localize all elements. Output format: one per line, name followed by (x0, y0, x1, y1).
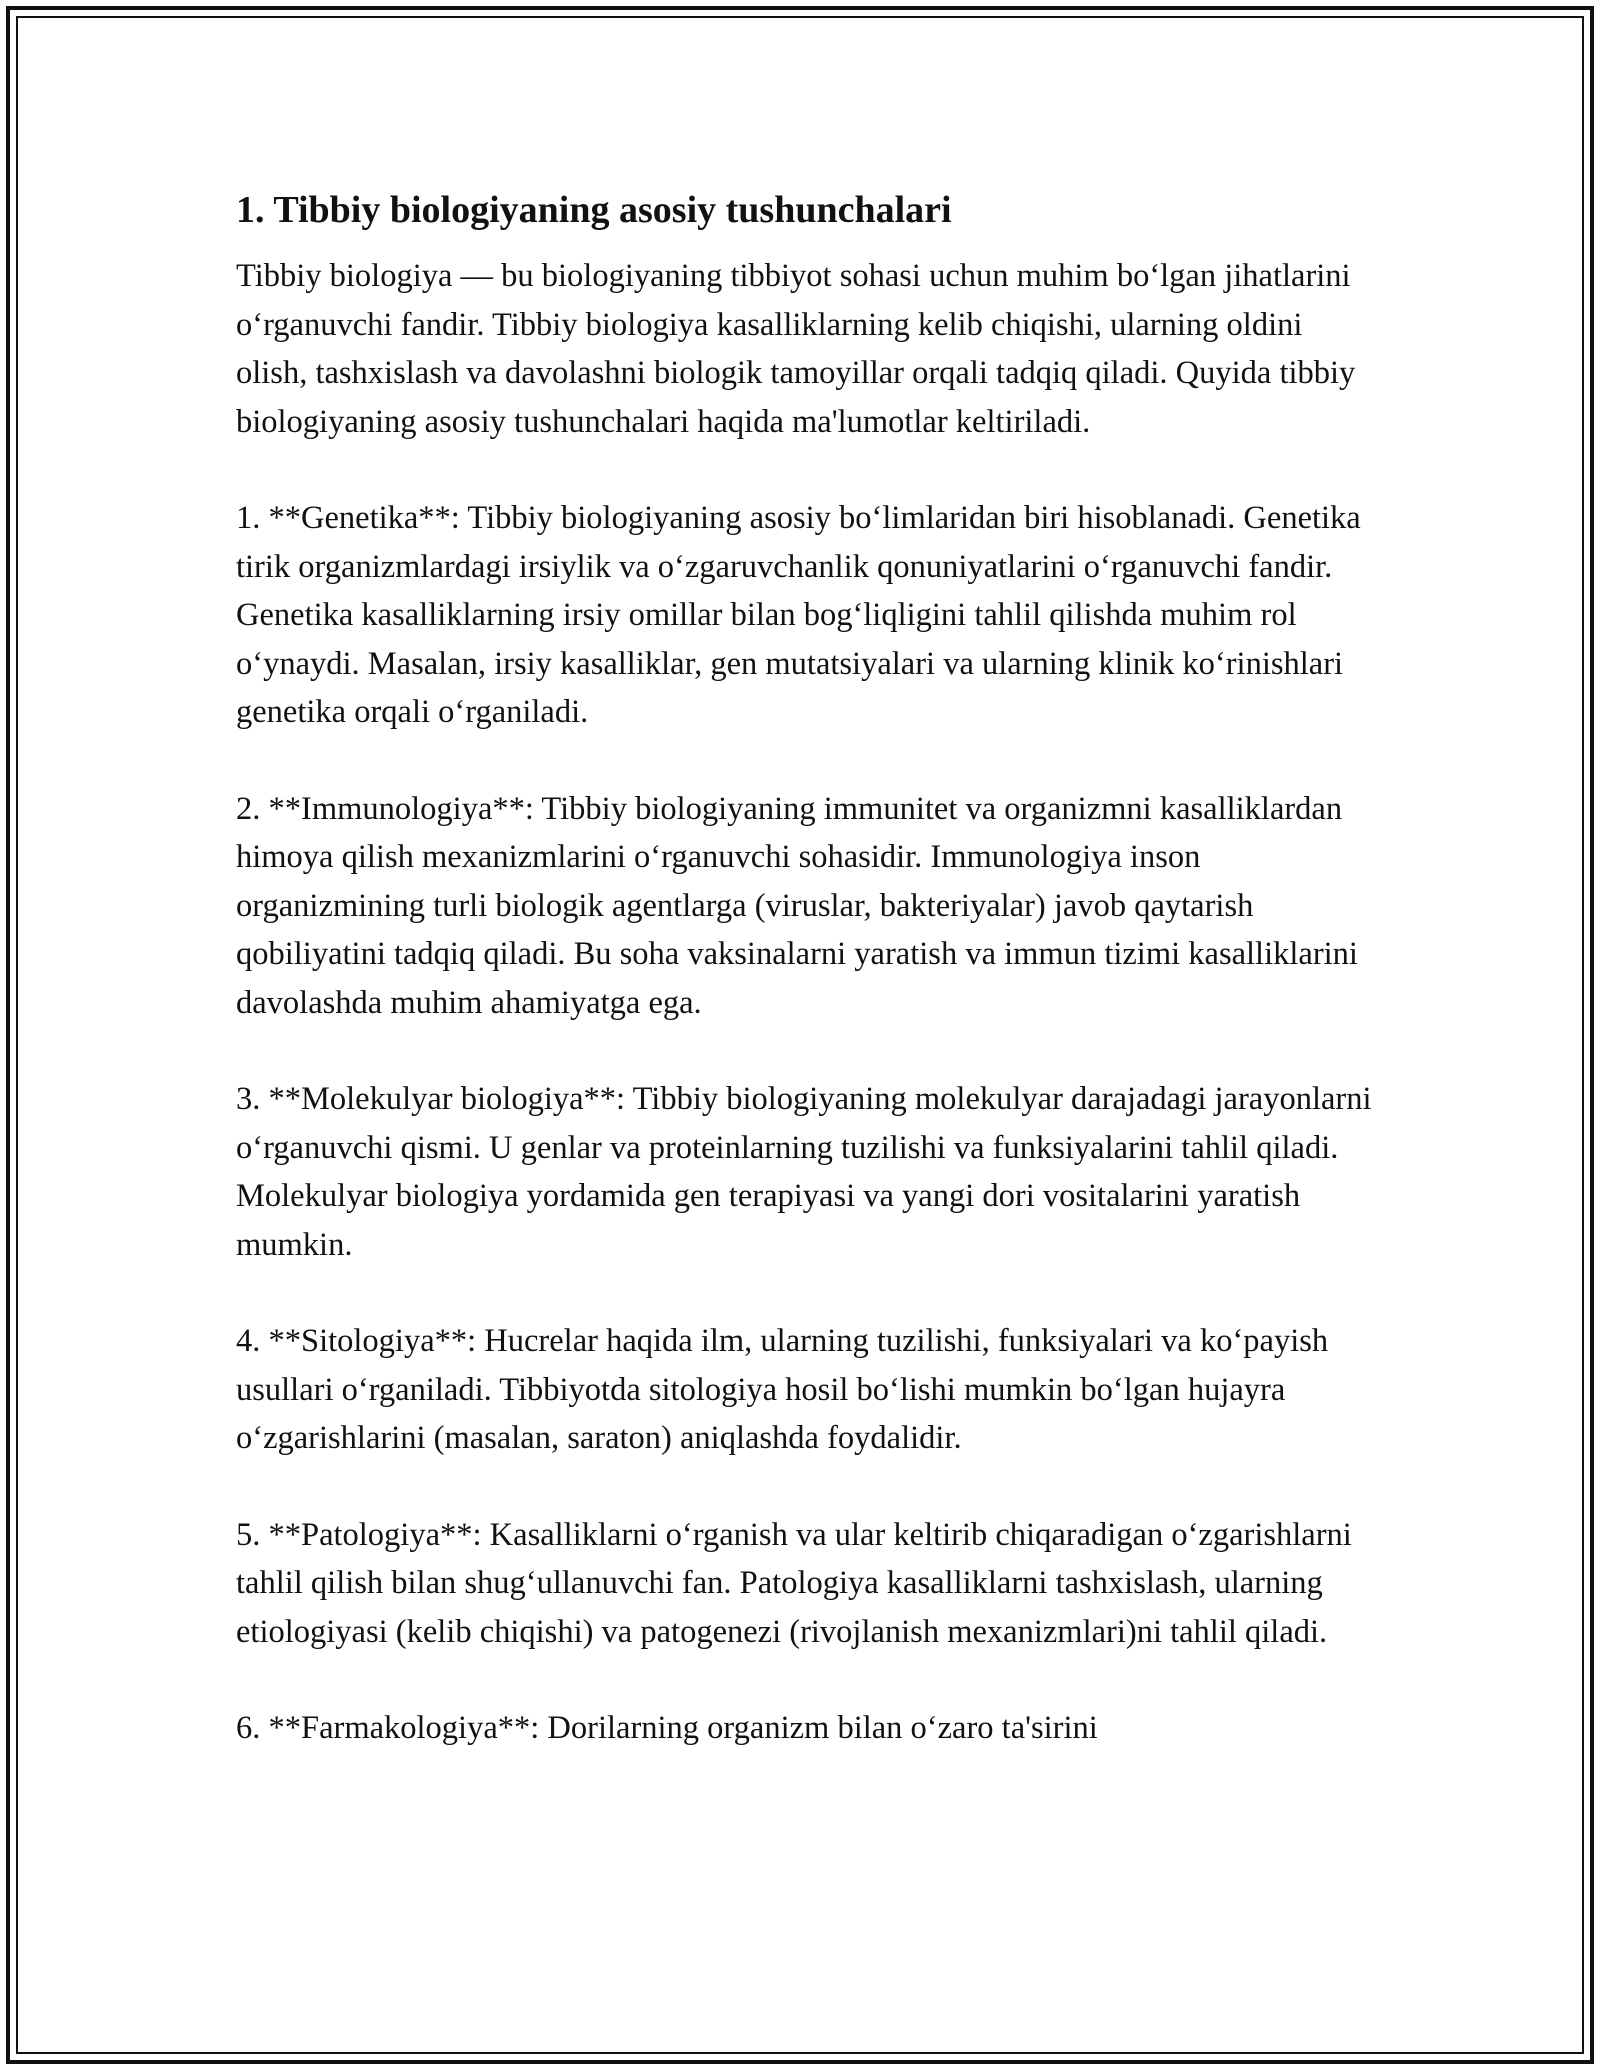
section-heading: 1. Tibbiy biologiyaning asosiy tushunchalari (236, 189, 952, 231)
molekulyar-biologiya-paragraph: 3. **Molekulyar biologiya**: Tibbiy biologiyaning molekulyar darajadagi jarayonlarni o‘rganuvchi qismi. U genlar va proteinlarning tuzilishi va funksiyalarini tahlil qiladi. Molekulyar biologiya yordamida gen terapiyasi va yangi dori vositalarini yaratish mumkin. (236, 1081, 1372, 1263)
sitologiya-paragraph: 4. **Sitologiya**: Hucrelar haqida ilm, ularning tuzilishi, funksiyalari va ko‘payish usullari o‘rganiladi. Tibbiyotda sitologiya hosil bo‘lishi mumkin bo‘lgan hujayra o‘zgarishlarini (masalan, saraton) aniqlashda foydalidir. (236, 1323, 1329, 1456)
patologiya-paragraph: 5. **Patologiya**: Kasalliklarni o‘rganish va ular keltirib chiqaradigan o‘zgarishlarni tahlil qilish bilan shug‘ullanuvchi fan. Patologiya kasalliklarni tashxislash, ularning etiologiyasi (kelib chiqishi) va patogenezi (rivojlanish mexanizmlari)ni tahlil qiladi. (236, 1516, 1352, 1650)
farmakologiya-paragraph: 6. **Farmakologiya**: Dorilarning organizm bilan o‘zaro ta'sirini (236, 1710, 1098, 1746)
intro-paragraph: Tibbiy biologiya — bu biologiyaning tibbiyot sohasi uchun muhim bo‘lgan jihatlarini o‘rganuvchi fandir. Tibbiy biologiya kasalliklarning kelib chiqishi, ularning oldini olish, tashxislash va davolashni biologik tamoyillar orqali tadqiq qiladi. Quyida tibbiy biologiyaning asosiy tushunchalari haqida ma'lumotlar keltiriladi. (236, 258, 1356, 440)
document-body (236, 186, 1376, 1801)
genetika-paragraph: 1. **Genetika**: Tibbiy biologiyaning asosiy bo‘limlaridan biri hisoblanadi. Genetika tirik organizmlardagi irsiylik va o‘zgaruvchanlik qonuniyatlarini o‘rganuvchi fandir. Genetika kasalliklarning irsiy omillar bilan bog‘liqligini tahlil qilishda muhim rol o‘ynaydi. Masalan, irsiy kasalliklar, gen mutatsiyalari va ularning klinik ko‘rinishlari genetika orqali o‘rganiladi. (236, 500, 1361, 730)
immunologiya-paragraph: 2. **Immunologiya**: Tibbiy biologiyaning immunitet va organizmni kasalliklardan himoya qilish mexanizmlarini o‘rganuvchi sohasidir. Immunologiya inson organizmining turli biologik agentlarga (viruslar, bakteriyalar) javob qaytarish qobiliyatini tadqiq qiladi. Bu soha vaksinalarni yaratish va immun tizimi kasalliklarini davolashda muhim ahamiyatga ega. (236, 790, 1358, 1021)
